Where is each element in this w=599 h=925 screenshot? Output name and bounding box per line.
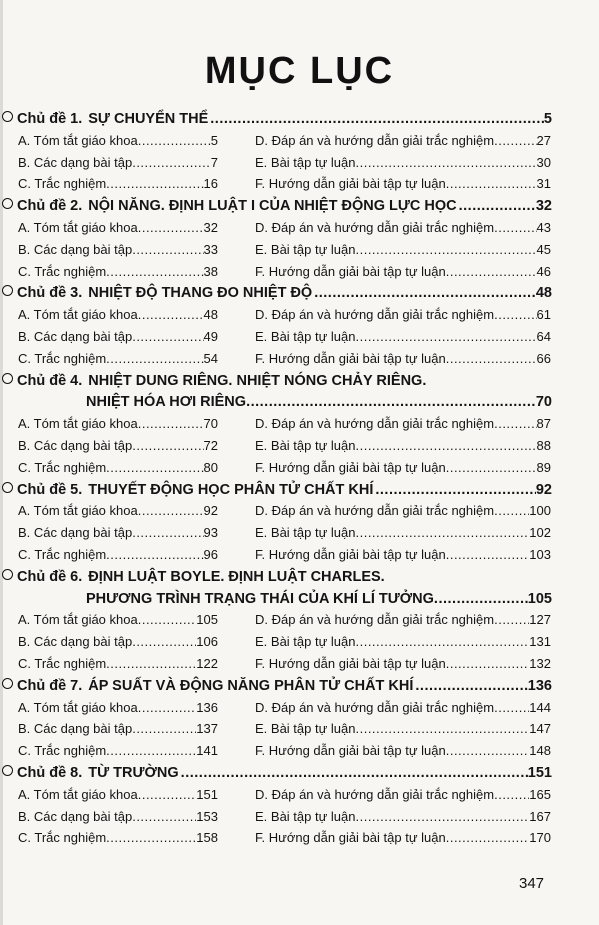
dot-leader <box>494 218 536 238</box>
toc-topic-4-continued[interactable] <box>86 392 552 412</box>
entry-page: 131 <box>529 634 551 650</box>
topic-page: 5 <box>543 111 552 127</box>
topic-label: Chủ đề 4. <box>17 372 83 389</box>
entry-page: 167 <box>529 808 551 824</box>
toc-entry[interactable] <box>255 632 551 652</box>
dot-leader <box>494 501 529 521</box>
entry-label: E. Bài tập tự luận <box>255 808 356 824</box>
entry-page: 122 <box>196 656 218 671</box>
dot-leader <box>355 436 536 456</box>
topic-name: ĐỊNH LUẬT BOYLE. ĐỊNH LUẬT CHARLES. <box>88 568 385 585</box>
toc-entry[interactable] <box>18 807 218 827</box>
dot-leader <box>355 240 536 260</box>
dot-leader <box>355 327 536 347</box>
entry-page: 27 <box>536 132 551 148</box>
entry-page: 5 <box>210 132 218 148</box>
toc-entry[interactable] <box>18 458 218 478</box>
topic-name: THUYẾT ĐỘNG HỌC PHÂN TỬ CHẤT KHÍ <box>88 481 374 498</box>
toc-entry[interactable] <box>255 807 551 827</box>
toc-entry[interactable] <box>18 632 218 652</box>
toc-entry[interactable] <box>255 654 551 674</box>
toc-entry[interactable] <box>18 785 218 805</box>
dot-leader <box>375 480 535 500</box>
topic-page: 151 <box>527 765 552 781</box>
circle-bullet-icon <box>2 373 13 384</box>
toc-entry[interactable] <box>255 458 551 478</box>
toc-entry[interactable] <box>255 218 551 238</box>
topic-label: Chủ đề 2. <box>17 198 83 215</box>
entry-page: 127 <box>529 612 551 628</box>
entry-page: 151 <box>196 786 218 802</box>
entry-label: A. Tóm tắt giáo khoa <box>18 416 138 432</box>
toc-entry[interactable] <box>255 610 551 630</box>
entry-label: F. Hướng dẫn giải bài tập tự luận <box>255 547 446 562</box>
entry-label: C. Trắc nghiệm <box>18 459 107 475</box>
dot-leader <box>106 349 203 369</box>
topic-label: Chủ đề 1. <box>17 111 83 127</box>
toc-entry[interactable] <box>255 262 551 282</box>
topic-page: 48 <box>535 285 552 302</box>
topic-label: Chủ đề 8. <box>17 765 83 781</box>
entry-label: A. Tóm tắt giáo khoa <box>18 220 138 235</box>
entry-page: 33 <box>203 241 218 257</box>
entry-page: 96 <box>203 547 218 562</box>
dot-leader <box>138 414 204 434</box>
topic-name: NỘI NĂNG. ĐỊNH LUẬT I CỦA NHIỆT ĐỘNG LỰC HỌC <box>88 198 457 215</box>
entry-page: 80 <box>203 459 218 475</box>
toc-entry[interactable] <box>18 240 218 260</box>
entry-page: 64 <box>536 329 551 344</box>
dot-leader <box>494 698 529 718</box>
dot-leader <box>415 676 527 696</box>
entry-label: F. Hướng dẫn giải bài tập tự luận <box>255 350 446 366</box>
entry-page: 147 <box>529 721 551 737</box>
entry-label: A. Tóm tắt giáo khoa <box>18 699 138 715</box>
toc-entry[interactable] <box>255 719 551 739</box>
toc-topic-4[interactable] <box>2 371 552 391</box>
entry-label: D. Đáp án và hướng dẫn giải trắc nghiệm <box>255 416 495 432</box>
toc-entry[interactable] <box>255 327 551 347</box>
dot-leader <box>138 218 204 238</box>
circle-bullet-icon <box>2 285 13 296</box>
entry-label: B. Các dạng bài tập <box>18 241 133 257</box>
entry-label: F. Hướng dẫn giải bài tập tự luận <box>255 743 446 759</box>
dot-leader <box>494 305 536 325</box>
dot-leader <box>459 196 536 216</box>
page-number: 347 <box>519 875 545 892</box>
dot-leader <box>138 785 197 805</box>
dot-leader <box>494 785 529 805</box>
topic-page: 92 <box>535 481 552 498</box>
entry-page: 137 <box>196 721 218 737</box>
dot-leader <box>132 153 211 173</box>
toc-entry[interactable] <box>255 828 551 848</box>
toc-topic-2[interactable] <box>2 196 552 216</box>
toc-topic-6[interactable] <box>2 567 552 587</box>
dot-leader <box>138 698 197 718</box>
toc-entry[interactable] <box>18 262 218 282</box>
topic-name: NHIỆT ĐỘ THANG ĐO NHIỆT ĐỘ <box>88 285 313 302</box>
dot-leader <box>132 523 203 543</box>
dot-leader <box>132 807 196 827</box>
entry-page: 61 <box>536 307 551 323</box>
dot-leader <box>434 589 528 609</box>
circle-bullet-icon <box>2 678 13 689</box>
entry-label: D. Đáp án và hướng dẫn giải trắc nghiệm <box>255 503 495 519</box>
dot-leader <box>494 414 536 434</box>
entry-label: C. Trắc nghiệm <box>18 830 107 846</box>
entry-page: 38 <box>203 263 218 279</box>
entry-label: D. Đáp án và hướng dẫn giải trắc nghiệm <box>255 307 495 323</box>
dot-leader <box>446 828 530 848</box>
topic-label: Chủ đề 5. <box>17 481 83 498</box>
entry-page: 66 <box>536 350 551 366</box>
entry-label: C. Trắc nghiệm <box>18 743 107 759</box>
dot-leader <box>446 654 530 674</box>
entry-page: 46 <box>536 263 551 279</box>
entry-page: 92 <box>203 503 218 519</box>
page-edge <box>0 0 3 925</box>
entry-page: 102 <box>529 525 551 541</box>
dot-leader <box>446 349 537 369</box>
toc-entry[interactable] <box>255 349 551 369</box>
entry-label: C. Trắc nghiệm <box>18 656 107 671</box>
topic-name: TỪ TRƯỜNG <box>88 765 179 781</box>
topic-name-continued: NHIỆT HÓA HƠI RIÊNG <box>86 394 247 411</box>
entry-label: E. Bài tập tự luận <box>255 525 356 541</box>
entry-page: 141 <box>196 743 218 759</box>
dot-leader <box>138 131 211 151</box>
toc-entry[interactable] <box>255 785 551 805</box>
entry-page: 16 <box>203 176 218 192</box>
entry-label: A. Tóm tắt giáo khoa <box>18 503 138 519</box>
toc-entry[interactable] <box>255 131 551 151</box>
toc-entry[interactable] <box>18 501 218 521</box>
entry-page: 170 <box>529 830 551 846</box>
dot-leader <box>494 610 529 630</box>
dot-leader <box>446 262 537 282</box>
toc-entry[interactable] <box>18 305 218 325</box>
topic-name-continued: PHƯƠNG TRÌNH TRẠNG THÁI CỦA KHÍ LÍ TƯỞNG <box>86 590 434 607</box>
circle-bullet-icon <box>2 569 13 580</box>
dot-leader <box>138 610 197 630</box>
topic-name: NHIỆT DUNG RIÊNG. NHIỆT NÓNG CHẢY RIÊNG. <box>88 372 427 389</box>
entry-page: 136 <box>196 699 218 715</box>
dot-leader <box>494 131 536 151</box>
topic-page: 136 <box>527 677 552 694</box>
entry-label: F. Hướng dẫn giải bài tập tự luận <box>255 176 446 192</box>
entry-label: B. Các dạng bài tập <box>18 808 133 824</box>
toc-entry[interactable] <box>255 414 551 434</box>
toc-topic-8[interactable] <box>2 763 552 783</box>
dot-leader <box>446 545 530 565</box>
entry-page: 48 <box>203 307 218 323</box>
topic-name: SỰ CHUYỂN THỂ <box>88 111 209 127</box>
toc-entry[interactable] <box>18 414 218 434</box>
dot-leader <box>314 283 536 303</box>
toc-topic-3[interactable] <box>2 283 552 303</box>
toc-topic-5[interactable] <box>2 480 552 500</box>
toc-topic-6-continued[interactable] <box>86 589 552 609</box>
topic-page: 70 <box>535 394 552 411</box>
entry-page: 132 <box>529 656 551 671</box>
toc-entry[interactable] <box>18 436 218 456</box>
circle-bullet-icon <box>2 765 13 776</box>
entry-label: F. Hướng dẫn giải bài tập tự luận <box>255 263 446 279</box>
entry-label: B. Các dạng bài tập <box>18 438 133 453</box>
dot-leader <box>446 458 537 478</box>
entry-page: 103 <box>529 547 551 562</box>
circle-bullet-icon <box>2 482 13 493</box>
topic-page: 32 <box>535 198 552 215</box>
entry-page: 87 <box>536 416 551 432</box>
toc-entry[interactable] <box>255 698 551 718</box>
toc-entry[interactable] <box>18 153 218 173</box>
entry-page: 32 <box>203 220 218 235</box>
toc-entry[interactable] <box>18 828 218 848</box>
toc-entry[interactable] <box>18 545 218 565</box>
entry-page: 88 <box>536 438 551 453</box>
entry-label: C. Trắc nghiệm <box>18 350 107 366</box>
entry-label: C. Trắc nghiệm <box>18 176 107 192</box>
entry-page: 105 <box>196 612 218 628</box>
dot-leader <box>210 109 544 129</box>
dot-leader <box>138 501 204 521</box>
toc-topic-1[interactable] <box>2 109 552 129</box>
dot-leader <box>106 458 203 478</box>
entry-label: A. Tóm tắt giáo khoa <box>18 612 138 628</box>
entry-page: 7 <box>210 154 218 170</box>
toc-entry[interactable] <box>18 719 218 739</box>
toc-entry[interactable] <box>18 327 218 347</box>
entry-page: 43 <box>536 220 551 235</box>
entry-label: D. Đáp án và hướng dẫn giải trắc nghiệm <box>255 132 495 148</box>
entry-label: D. Đáp án và hướng dẫn giải trắc nghiệm <box>255 220 495 235</box>
page-title: MỤC LỤC <box>204 50 395 92</box>
entry-page: 54 <box>203 350 218 366</box>
dot-leader <box>132 436 203 456</box>
entry-label: B. Các dạng bài tập <box>18 721 133 737</box>
dot-leader <box>106 174 203 194</box>
topic-label: Chủ đề 3. <box>17 285 83 302</box>
entry-label: F. Hướng dẫn giải bài tập tự luận <box>255 656 446 671</box>
entry-page: 106 <box>196 634 218 650</box>
entry-label: E. Bài tập tự luận <box>255 154 356 170</box>
entry-label: E. Bài tập tự luận <box>255 329 356 344</box>
entry-page: 45 <box>536 241 551 257</box>
entry-label: A. Tóm tắt giáo khoa <box>18 786 138 802</box>
entry-label: F. Hướng dẫn giải bài tập tự luận <box>255 459 446 475</box>
entry-page: 153 <box>196 808 218 824</box>
dot-leader <box>138 305 204 325</box>
topic-label: Chủ đề 7. <box>17 677 83 694</box>
toc-entry[interactable] <box>18 523 218 543</box>
entry-label: C. Trắc nghiệm <box>18 547 107 562</box>
toc-entry[interactable] <box>18 349 218 369</box>
entry-page: 100 <box>529 503 551 519</box>
dot-leader <box>106 262 203 282</box>
toc-entry[interactable] <box>255 501 551 521</box>
entry-page: 144 <box>529 699 551 715</box>
entry-label: B. Các dạng bài tập <box>18 329 133 344</box>
entry-label: A. Tóm tắt giáo khoa <box>18 307 138 323</box>
toc-entry[interactable] <box>18 174 218 194</box>
toc-entry[interactable] <box>255 436 551 456</box>
entry-page: 72 <box>203 438 218 453</box>
dot-leader <box>132 719 196 739</box>
toc-entry[interactable] <box>18 741 218 761</box>
entry-label: E. Bài tập tự luận <box>255 241 356 257</box>
entry-label: A. Tóm tắt giáo khoa <box>18 132 138 148</box>
toc-entry[interactable] <box>255 305 551 325</box>
entry-page: 70 <box>203 416 218 432</box>
dot-leader <box>355 523 529 543</box>
entry-page: 30 <box>536 154 551 170</box>
entry-label: B. Các dạng bài tập <box>18 154 133 170</box>
toc-entry[interactable] <box>255 153 551 173</box>
entry-page: 148 <box>529 743 551 759</box>
dot-leader <box>446 741 530 761</box>
entry-label: E. Bài tập tự luận <box>255 438 356 453</box>
dot-leader <box>355 719 529 739</box>
dot-leader <box>106 741 196 761</box>
dot-leader <box>132 240 203 260</box>
dot-leader <box>246 392 536 412</box>
dot-leader <box>355 153 536 173</box>
toc-entry[interactable] <box>255 174 551 194</box>
dot-leader <box>132 632 196 652</box>
toc-entry[interactable] <box>255 523 551 543</box>
entry-label: D. Đáp án và hướng dẫn giải trắc nghiệm <box>255 699 495 715</box>
toc-entry[interactable] <box>18 218 218 238</box>
toc-entry[interactable] <box>18 654 218 674</box>
circle-bullet-icon <box>2 111 13 122</box>
toc-entry[interactable] <box>18 610 218 630</box>
entry-page: 49 <box>203 329 218 344</box>
toc-entry[interactable] <box>18 131 218 151</box>
toc-entry[interactable] <box>18 698 218 718</box>
entry-page: 93 <box>203 525 218 541</box>
dot-leader <box>106 654 196 674</box>
entry-label: E. Bài tập tự luận <box>255 634 356 650</box>
dot-leader <box>106 545 203 565</box>
toc-entry[interactable] <box>255 240 551 260</box>
topic-page: 105 <box>527 590 552 607</box>
toc-topic-7[interactable] <box>2 676 552 696</box>
dot-leader <box>132 327 203 347</box>
entry-label: B. Các dạng bài tập <box>18 525 133 541</box>
entry-label: D. Đáp án và hướng dẫn giải trắc nghiệm <box>255 612 495 628</box>
entry-label: D. Đáp án và hướng dẫn giải trắc nghiệm <box>255 786 495 802</box>
circle-bullet-icon <box>2 198 13 209</box>
entry-page: 165 <box>529 786 551 802</box>
dot-leader <box>446 174 537 194</box>
entry-label: C. Trắc nghiệm <box>18 263 107 279</box>
dot-leader <box>106 828 196 848</box>
toc-entry[interactable] <box>255 741 551 761</box>
entry-page: 158 <box>196 830 218 846</box>
entry-page: 31 <box>536 176 551 192</box>
entry-label: E. Bài tập tự luận <box>255 721 356 737</box>
dot-leader <box>181 763 528 783</box>
dot-leader <box>355 807 529 827</box>
dot-leader <box>355 632 529 652</box>
toc-entry[interactable] <box>255 545 551 565</box>
entry-label: F. Hướng dẫn giải bài tập tự luận <box>255 830 446 846</box>
entry-label: B. Các dạng bài tập <box>18 634 133 650</box>
entry-page: 89 <box>536 459 551 475</box>
topic-name: ÁP SUẤT VÀ ĐỘNG NĂNG PHÂN TỬ CHẤT KHÍ <box>88 677 414 694</box>
topic-label: Chủ đề 6. <box>17 568 83 585</box>
